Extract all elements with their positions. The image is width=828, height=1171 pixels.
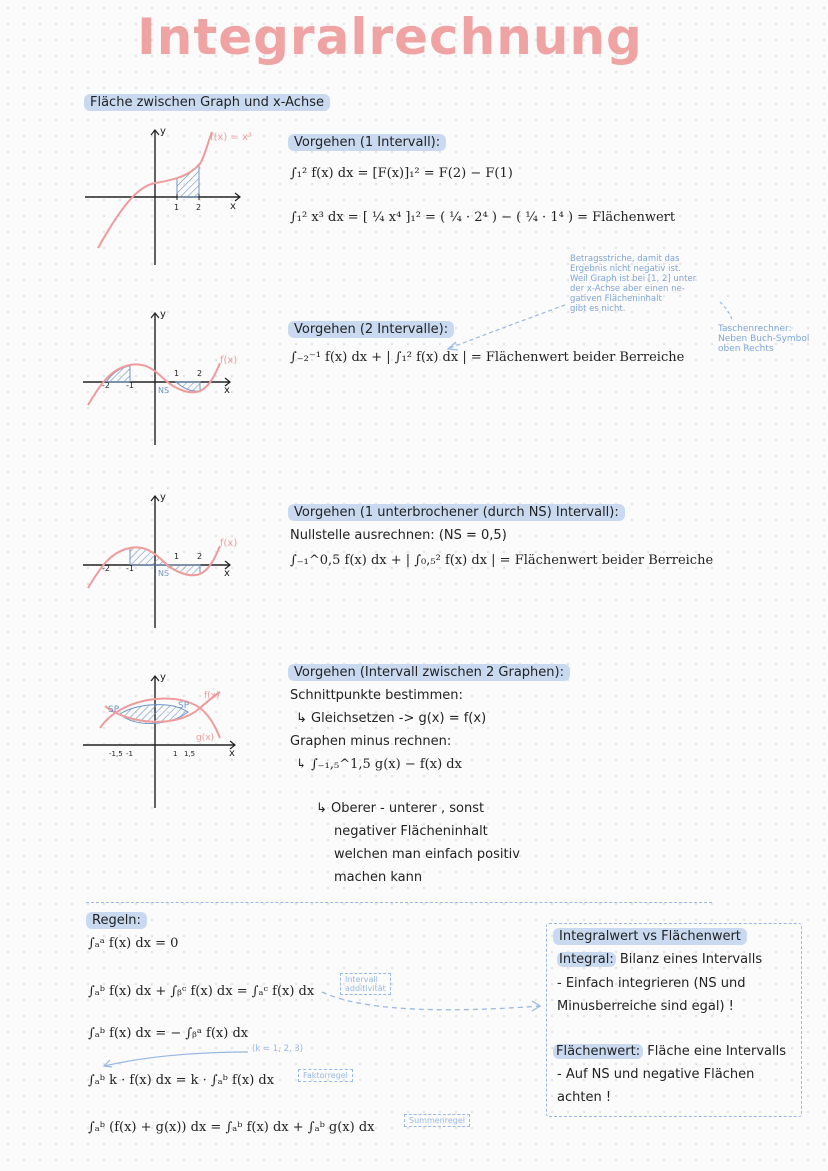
compare-text4: Fläche eine Intervalls (643, 1044, 786, 1059)
block4-line8: machen kann (334, 870, 423, 885)
y-label: y (160, 672, 166, 683)
block3-heading-text: Vorgehen (1 unterbrochener (durch NS) Intervall): (288, 504, 625, 521)
block4-line7: welchen man einfach positiv (334, 847, 520, 862)
tick-label: 2 (196, 203, 202, 212)
block4-heading-text: Vorgehen (Intervall zwischen 2 Graphen): (288, 664, 570, 681)
g-label: g(x) (196, 733, 215, 743)
tick-label: 1,5 (184, 750, 196, 758)
k-arrow (96, 1050, 256, 1070)
rules-heading-text: Regeln: (86, 912, 147, 929)
rule-2: ∫ₐᵇ f(x) dx + ∫ᵦᶜ f(x) dx = ∫ₐᶜ f(x) dx (88, 984, 315, 999)
section-heading (84, 94, 330, 111)
compare-line1 (557, 952, 762, 967)
block4-line2: ↳ Gleichsetzen -> g(x) = f(x) (296, 711, 487, 726)
tick-label: 1 (173, 750, 178, 758)
y-label: y (160, 492, 166, 503)
block4-heading (288, 664, 570, 681)
block1-line2: ∫₁² x³ dx = [ ¼ x⁴ ]₁² = ( ¼ · 2⁴ ) − ( ¼ · 1⁴ ) = Flächenwert (290, 210, 676, 225)
compare-line4 (553, 1044, 786, 1059)
section-separator (86, 902, 712, 903)
function-label: f(x) = x³ (210, 132, 252, 143)
tick-label: 2 (197, 552, 203, 561)
compare-heading (553, 928, 747, 945)
block2-heading (288, 321, 454, 338)
rule-arrow (318, 988, 548, 1022)
tag-intervalladditivitaet: Intervall additivität (340, 973, 391, 995)
compare-line5: - Auf NS und negative Flächen (557, 1067, 755, 1082)
block1-line1: ∫₁² f(x) dx = [F(x)]₁² = F(2) − F(1) (290, 166, 513, 181)
rule-3: ∫ₐᵇ f(x) dx = − ∫ᵦᵃ f(x) dx (88, 1026, 249, 1041)
function-label: f(x) (220, 355, 238, 366)
rules-heading (86, 912, 147, 929)
rule-4: ∫ₐᵇ k · f(x) dx = k · ∫ₐᵇ f(x) dx (88, 1073, 275, 1088)
block3-heading (288, 504, 625, 521)
compare-label-flaechenwert: Flächenwert: (553, 1044, 643, 1059)
sp-label: SP (178, 701, 190, 711)
block4-line1: Schnittpunkte bestimmen: (290, 688, 463, 703)
rule-4-note: (k = 1, 2, 3) (252, 1044, 304, 1054)
block1-heading-text: Vorgehen (1 Intervall): (288, 134, 446, 151)
x-label: x (224, 385, 230, 396)
x-label: x (230, 201, 236, 212)
block3-line2: ∫₋₁^0,5 f(x) dx + | ∫₀,₅² f(x) dx | = Flächenwert beider Berreiche (290, 553, 714, 568)
tick-label: -2 (102, 381, 110, 390)
rule-5: ∫ₐᵇ (f(x) + g(x)) dx = ∫ₐᵇ f(x) dx + ∫ₐᵇ g(x) dx (88, 1120, 375, 1135)
graph-1 (80, 120, 260, 270)
rule-1: ∫ₐᵃ f(x) dx = 0 (88, 936, 179, 951)
tick-label: 1 (174, 369, 180, 378)
tick-label: -2 (102, 564, 110, 573)
note-betragsstriche: Betragsstriche, damit das Ergebnis nicht negativ ist. Weil Graph ist bei [1, 2] unter der x-Achse aber einen ne- gativen Flächeninhalt gibt es nicht. (570, 254, 697, 314)
y-label: y (160, 126, 166, 137)
compare-heading-text: Integralwert vs Flächenwert (553, 928, 747, 945)
tick-label: 2 (197, 369, 203, 378)
tick-label: -1 (126, 750, 133, 758)
graph-2 (80, 305, 260, 455)
block4-line4: ↳ ∫₋₁,₅^1,5 g(x) − f(x) dx (296, 757, 462, 772)
tag-summenregel: Summenregel (404, 1114, 470, 1127)
tick-label: 1 (174, 203, 180, 212)
compare-line6: achten ! (557, 1090, 612, 1105)
block2-line1: ∫₋₂⁻¹ f(x) dx + | ∫₁² f(x) dx | = Flächenwert beider Berreiche (290, 350, 685, 365)
compare-line3: Minusberreiche sind egal) ! (557, 999, 734, 1014)
ns-label: NS (158, 386, 170, 395)
x-label: x (229, 748, 235, 759)
compare-label-integral: Integral: (559, 952, 614, 967)
block4-line3: Graphen minus rechnen: (290, 734, 452, 749)
f-label: f(x) (204, 691, 220, 701)
ns-label: NS (158, 569, 170, 578)
function-label: f(x) (220, 538, 238, 549)
sp-label: SP (108, 705, 120, 715)
tag-faktorregel: Faktorregel (298, 1069, 353, 1082)
compare-line2: - Einfach integrieren (NS und (557, 976, 746, 991)
x-label: x (224, 568, 230, 579)
graph-3 (80, 488, 260, 638)
tick-label: -1,5 (109, 750, 123, 758)
block3-line1: Nullstelle ausrechnen: (NS = 0,5) (290, 528, 507, 543)
block4-line5: ↳ Oberer - unterer , sonst (316, 801, 485, 816)
note-taschenrechner: Taschenrechner: Neben Buch-Symbol oben Rechts (718, 324, 810, 354)
block4-line6: negativer Flächeninhalt (334, 824, 488, 839)
tick-label: -1 (126, 564, 134, 573)
page-title: Integralrechnung (137, 8, 643, 66)
tick-label: -1 (126, 381, 134, 390)
graph-4 (80, 668, 260, 818)
block2-heading-text: Vorgehen (2 Intervalle): (288, 321, 454, 338)
compare-text1: Bilanz eines Intervalls (615, 952, 763, 967)
block1-heading (288, 134, 446, 151)
tick-label: 1 (174, 552, 180, 561)
y-label: y (160, 309, 166, 320)
section-heading-text: Fläche zwischen Graph und x-Achse (84, 94, 330, 111)
